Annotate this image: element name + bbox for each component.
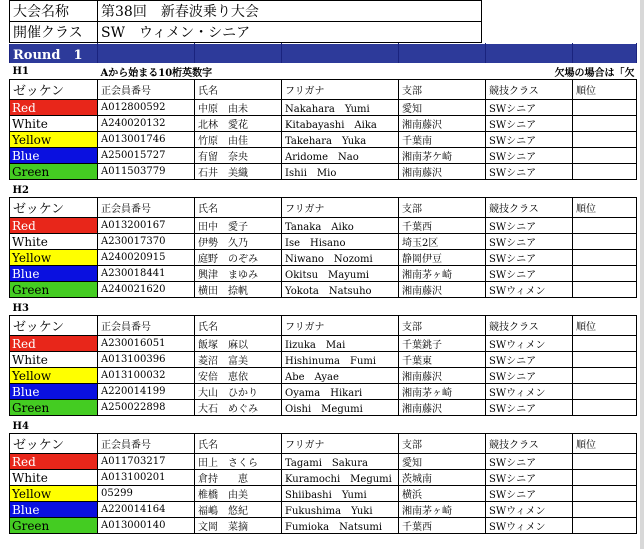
- jersey-color-cell[interactable]: Green: [10, 282, 98, 298]
- name-cell[interactable]: 田中 愛子: [195, 218, 282, 234]
- jersey-color-cell[interactable]: Blue: [10, 384, 98, 400]
- branch-cell[interactable]: 湘南藤沢: [399, 116, 486, 132]
- branch-cell[interactable]: 湘南藤沢: [399, 368, 486, 384]
- class-cell[interactable]: SWシニア: [486, 368, 573, 384]
- rank-cell[interactable]: [573, 116, 637, 132]
- furigana-cell[interactable]: Fumioka Natsumi: [282, 518, 399, 534]
- col-header-branch: 支部: [399, 316, 486, 336]
- heat-title-spacer: [98, 419, 637, 434]
- furigana-cell[interactable]: Tagami Sakura: [282, 454, 399, 470]
- furigana-cell[interactable]: Aridome Nao: [282, 148, 399, 164]
- furigana-cell[interactable]: Tanaka Aiko: [282, 218, 399, 234]
- jersey-color-cell[interactable]: White: [10, 470, 98, 486]
- rank-cell[interactable]: [573, 234, 637, 250]
- rank-cell[interactable]: [573, 266, 637, 282]
- member-number-cell[interactable]: A011703217: [98, 454, 195, 470]
- branch-cell[interactable]: 千葉東: [399, 352, 486, 368]
- col-header-class: 競技クラス: [486, 198, 573, 218]
- member-number-cell[interactable]: A012800592: [98, 100, 195, 116]
- heat-label: H4: [12, 420, 29, 432]
- meet-name-row: [10, 1, 637, 22]
- name-cell[interactable]: 文岡 菜摘: [195, 518, 282, 534]
- jersey-color-cell[interactable]: Blue: [10, 148, 98, 164]
- member-number-cell[interactable]: A250022898: [98, 400, 195, 416]
- class-cell[interactable]: SWシニア: [486, 400, 573, 416]
- col-header-zekken: ゼッケン: [10, 80, 98, 100]
- member-number-cell[interactable]: A220014164: [98, 502, 195, 518]
- class-cell[interactable]: SWウィメン: [486, 384, 573, 400]
- entrant-row: [10, 400, 637, 416]
- member-number-cell[interactable]: A240021620: [98, 282, 195, 298]
- name-cell[interactable]: 庭野 のぞみ: [195, 250, 282, 266]
- rank-cell[interactable]: [573, 336, 637, 352]
- furigana-cell[interactable]: Kitabayashi Aika: [282, 116, 399, 132]
- entrant-row: [10, 100, 637, 116]
- member-number-cell[interactable]: A013100201: [98, 470, 195, 486]
- class-cell[interactable]: SWウィメン: [486, 282, 573, 298]
- jersey-color-cell[interactable]: Green: [10, 518, 98, 534]
- col-header-name: 氏名: [195, 198, 282, 218]
- entrant-row: [10, 518, 637, 534]
- heat-title-row: [10, 301, 637, 316]
- rank-cell[interactable]: [573, 218, 637, 234]
- jersey-color-cell[interactable]: Red: [10, 336, 98, 352]
- entrant-row: [10, 266, 637, 282]
- furigana-cell[interactable]: Hishinuma Fumi: [282, 352, 399, 368]
- col-header-class: 競技クラス: [486, 316, 573, 336]
- entrant-row: [10, 486, 637, 502]
- name-cell[interactable]: 安倍 恵依: [195, 368, 282, 384]
- name-cell[interactable]: 中原 由未: [195, 100, 282, 116]
- furigana-cell[interactable]: Yokota Natsuho: [282, 282, 399, 298]
- jersey-color-cell[interactable]: Yellow: [10, 368, 98, 384]
- meet-name-label: 大会名称: [10, 1, 98, 22]
- branch-cell[interactable]: 千葉銚子: [399, 336, 486, 352]
- branch-cell[interactable]: 千葉西: [399, 218, 486, 234]
- rank-cell[interactable]: [573, 470, 637, 486]
- jersey-color-cell[interactable]: Green: [10, 400, 98, 416]
- name-cell[interactable]: 竹原 由佳: [195, 132, 282, 148]
- col-header-zekken: ゼッケン: [10, 434, 98, 454]
- col-header-class: 競技クラス: [486, 434, 573, 454]
- name-cell[interactable]: 椎橋 由美: [195, 486, 282, 502]
- branch-cell[interactable]: 横浜: [399, 486, 486, 502]
- name-cell[interactable]: 大石 めぐみ: [195, 400, 282, 416]
- class-cell[interactable]: SWシニア: [486, 234, 573, 250]
- furigana-cell[interactable]: Niwano Nozomi: [282, 250, 399, 266]
- branch-cell[interactable]: 湘南茅ヶ崎: [399, 266, 486, 282]
- column-header-row: [10, 198, 637, 218]
- round-band-cell: [98, 44, 195, 64]
- class-cell[interactable]: SWシニア: [486, 100, 573, 116]
- jersey-color-cell[interactable]: Yellow: [10, 250, 98, 266]
- rank-cell[interactable]: [573, 282, 637, 298]
- col-header-furigana: フリガナ: [282, 80, 399, 100]
- member-number-cell[interactable]: A013001746: [98, 132, 195, 148]
- col-header-class: 競技クラス: [486, 80, 573, 100]
- col-header-member-no: 正会員番号: [98, 316, 195, 336]
- column-header-row: [10, 316, 637, 336]
- jersey-color-cell[interactable]: Red: [10, 100, 98, 116]
- heat-title-row: [10, 64, 637, 80]
- branch-cell[interactable]: 湘南茅ヶ崎: [399, 384, 486, 400]
- col-header-name: 氏名: [195, 434, 282, 454]
- class-cell[interactable]: SWウィメン: [486, 502, 573, 518]
- column-header-row: [10, 434, 637, 454]
- furigana-cell[interactable]: Ise Hisano: [282, 234, 399, 250]
- class-cell[interactable]: SWシニア: [486, 470, 573, 486]
- class-cell[interactable]: SWウィメン: [486, 518, 573, 534]
- branch-cell[interactable]: 愛知: [399, 454, 486, 470]
- col-header-member-no: 正会員番号: [98, 198, 195, 218]
- heat-label: H2: [12, 184, 29, 196]
- branch-cell[interactable]: 湘南茅ケ崎: [399, 148, 486, 164]
- heat-title-spacer: [98, 183, 637, 198]
- branch-cell[interactable]: 茨城南: [399, 470, 486, 486]
- name-cell[interactable]: 倉持 恵: [195, 470, 282, 486]
- member-number-cell[interactable]: A230017370: [98, 234, 195, 250]
- col-header-name: 氏名: [195, 316, 282, 336]
- heat-title-spacer: [98, 301, 637, 316]
- col-header-zekken: ゼッケン: [10, 316, 98, 336]
- name-cell[interactable]: 有留 奈央: [195, 148, 282, 164]
- member-number-cell[interactable]: A011503779: [98, 164, 195, 180]
- member-number-cell[interactable]: A250015727: [98, 148, 195, 164]
- member-number-cell[interactable]: A220014199: [98, 384, 195, 400]
- entrant-row: [10, 218, 637, 234]
- name-cell[interactable]: 菱沼 富美: [195, 352, 282, 368]
- jersey-color-cell[interactable]: Yellow: [10, 486, 98, 502]
- jersey-color-cell[interactable]: Red: [10, 454, 98, 470]
- furigana-cell[interactable]: Ishii Mio: [282, 164, 399, 180]
- name-cell[interactable]: 興津 まゆみ: [195, 266, 282, 282]
- branch-cell[interactable]: 湘南藤沢: [399, 164, 486, 180]
- col-header-furigana: フリガナ: [282, 198, 399, 218]
- entrant-row: [10, 148, 637, 164]
- furigana-cell[interactable]: Iizuka Mai: [282, 336, 399, 352]
- name-cell[interactable]: 田上 さくら: [195, 454, 282, 470]
- col-header-furigana: フリガナ: [282, 434, 399, 454]
- member-number-cell[interactable]: A240020132: [98, 116, 195, 132]
- jersey-color-cell[interactable]: Yellow: [10, 132, 98, 148]
- round-band-cell: [486, 44, 573, 64]
- round-label: Round 1: [10, 44, 98, 64]
- furigana-cell[interactable]: Oyama Hikari: [282, 384, 399, 400]
- class-cell[interactable]: SWシニア: [486, 218, 573, 234]
- member-no-note: Aから始まる10桁英数字: [100, 68, 213, 79]
- absent-note: 欠場の場合は「欠: [554, 68, 635, 79]
- rank-cell[interactable]: [573, 132, 637, 148]
- jersey-color-cell[interactable]: Red: [10, 218, 98, 234]
- jersey-color-cell[interactable]: White: [10, 352, 98, 368]
- jersey-color-cell[interactable]: Blue: [10, 502, 98, 518]
- branch-cell[interactable]: 愛知: [399, 100, 486, 116]
- furigana-cell[interactable]: Nakahara Yumi: [282, 100, 399, 116]
- branch-cell[interactable]: 湘南茅ヶ崎: [399, 502, 486, 518]
- branch-cell[interactable]: 千葉西: [399, 518, 486, 534]
- name-cell[interactable]: 飯塚 麻以: [195, 336, 282, 352]
- round-band-cell: [399, 44, 486, 64]
- round-band-cell: [282, 44, 399, 64]
- jersey-color-cell[interactable]: White: [10, 116, 98, 132]
- rank-cell[interactable]: [573, 454, 637, 470]
- entrant-row: [10, 384, 637, 400]
- col-header-branch: 支部: [399, 198, 486, 218]
- class-row: [10, 22, 637, 43]
- class-cell[interactable]: SWシニア: [486, 486, 573, 502]
- member-number-cell[interactable]: A013100396: [98, 352, 195, 368]
- entrant-row: [10, 336, 637, 352]
- furigana-cell[interactable]: Takehara Yuka: [282, 132, 399, 148]
- heats-table-body: [10, 44, 637, 534]
- heat-title-row: [10, 419, 637, 434]
- branch-cell[interactable]: 湘南藤沢: [399, 282, 486, 298]
- col-header-member-no: 正会員番号: [98, 434, 195, 454]
- rank-cell[interactable]: [573, 352, 637, 368]
- furigana-cell[interactable]: Oishi Megumi: [282, 400, 399, 416]
- heat-label: H3: [12, 302, 29, 314]
- round-band: [10, 44, 637, 64]
- furigana-cell[interactable]: Kuramochi Megumi: [282, 470, 399, 486]
- entrant-row: [10, 470, 637, 486]
- name-cell[interactable]: 伊勢 久乃: [195, 234, 282, 250]
- rank-cell[interactable]: [573, 250, 637, 266]
- col-header-zekken: ゼッケン: [10, 198, 98, 218]
- branch-cell[interactable]: 千葉南: [399, 132, 486, 148]
- branch-cell[interactable]: 静岡伊豆: [399, 250, 486, 266]
- round-band-cell: [195, 44, 282, 64]
- column-header-row: [10, 80, 637, 100]
- name-cell[interactable]: 横田 捺帆: [195, 282, 282, 298]
- entrant-row: [10, 250, 637, 266]
- name-cell[interactable]: 北林 愛花: [195, 116, 282, 132]
- col-header-member-no: 正会員番号: [98, 80, 195, 100]
- class-cell[interactable]: SWシニア: [486, 454, 573, 470]
- col-header-branch: 支部: [399, 434, 486, 454]
- branch-cell[interactable]: 埼玉2区: [399, 234, 486, 250]
- rank-cell[interactable]: [573, 384, 637, 400]
- member-number-cell[interactable]: A013100032: [98, 368, 195, 384]
- class-cell[interactable]: SWシニア: [486, 148, 573, 164]
- heats-table: [9, 43, 637, 534]
- heat-label: H1: [12, 66, 29, 77]
- rank-cell[interactable]: [573, 518, 637, 534]
- furigana-cell[interactable]: Shiibashi Yumi: [282, 486, 399, 502]
- rank-cell[interactable]: [573, 148, 637, 164]
- member-number-cell[interactable]: A013200167: [98, 218, 195, 234]
- class-cell[interactable]: SWウィメン: [486, 336, 573, 352]
- jersey-color-cell[interactable]: Green: [10, 164, 98, 180]
- rank-cell[interactable]: [573, 368, 637, 384]
- rank-cell[interactable]: [573, 164, 637, 180]
- class-label: 開催クラス: [10, 22, 98, 43]
- member-number-cell[interactable]: A013000140: [98, 518, 195, 534]
- jersey-color-cell[interactable]: White: [10, 234, 98, 250]
- rank-cell[interactable]: [573, 486, 637, 502]
- col-header-name: 氏名: [195, 80, 282, 100]
- rank-cell[interactable]: [573, 100, 637, 116]
- round-band-cell: [573, 44, 637, 64]
- member-number-cell[interactable]: A230016051: [98, 336, 195, 352]
- vertical-scrollbar[interactable]: [640, 0, 644, 549]
- member-number-cell[interactable]: A230018441: [98, 266, 195, 282]
- entrant-row: [10, 368, 637, 384]
- class-cell[interactable]: SWシニア: [486, 132, 573, 148]
- name-cell[interactable]: 福嶋 悠紀: [195, 502, 282, 518]
- class-cell[interactable]: SWシニア: [486, 266, 573, 282]
- jersey-color-cell[interactable]: Blue: [10, 266, 98, 282]
- entrant-row: [10, 282, 637, 298]
- entrant-row: [10, 234, 637, 250]
- furigana-cell[interactable]: Fukushima Yuki: [282, 502, 399, 518]
- name-cell[interactable]: 大山 ひかり: [195, 384, 282, 400]
- col-header-rank: 順位: [573, 80, 637, 100]
- furigana-cell[interactable]: Okitsu Mayumi: [282, 266, 399, 282]
- col-header-rank: 順位: [573, 434, 637, 454]
- member-number-cell[interactable]: 05299: [98, 486, 195, 502]
- class-cell[interactable]: SWシニア: [486, 250, 573, 266]
- furigana-cell[interactable]: Abe Ayae: [282, 368, 399, 384]
- class-cell[interactable]: SWシニア: [486, 352, 573, 368]
- col-header-branch: 支部: [399, 80, 486, 100]
- class-cell[interactable]: SWシニア: [486, 164, 573, 180]
- entrant-row: [10, 502, 637, 518]
- entrant-row: [10, 352, 637, 368]
- heat-title-row: [10, 183, 637, 198]
- class-value[interactable]: SW ウィメン・シニア: [98, 22, 482, 43]
- entrant-row: [10, 132, 637, 148]
- col-header-furigana: フリガナ: [282, 316, 399, 336]
- rank-cell[interactable]: [573, 400, 637, 416]
- entrant-row: [10, 116, 637, 132]
- meet-header-table: [9, 0, 637, 43]
- meet-name-value[interactable]: 第38回 新春波乗り大会: [98, 1, 482, 22]
- name-cell[interactable]: 石井 美織: [195, 164, 282, 180]
- branch-cell[interactable]: 湘南藤沢: [399, 400, 486, 416]
- rank-cell[interactable]: [573, 502, 637, 518]
- entrant-row: [10, 454, 637, 470]
- member-number-cell[interactable]: A240020915: [98, 250, 195, 266]
- class-cell[interactable]: SWシニア: [486, 116, 573, 132]
- col-header-rank: 順位: [573, 316, 637, 336]
- col-header-rank: 順位: [573, 198, 637, 218]
- entrant-row: [10, 164, 637, 180]
- heat-sheet: [9, 0, 636, 534]
